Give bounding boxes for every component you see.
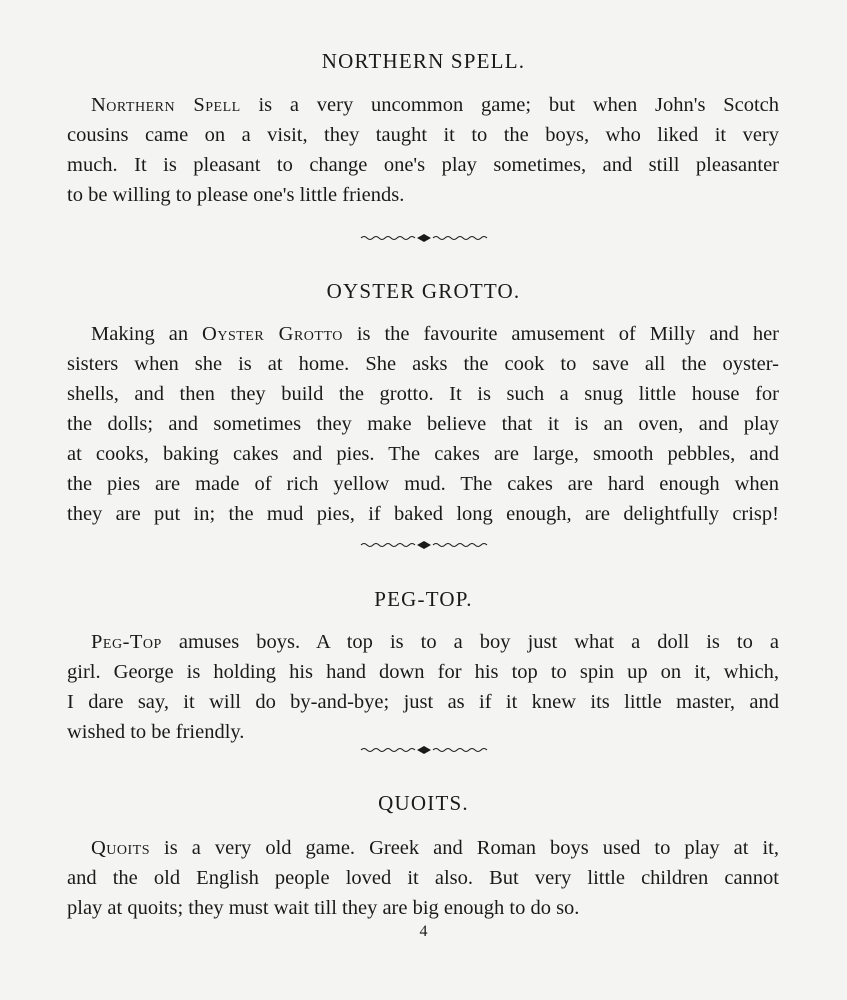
text-line: shells, and then they build the grotto. It is such a snug little house for [67, 383, 779, 405]
section-title-northern-spell: NORTHERN SPELL. [321, 49, 526, 73]
ornament-divider-icon [0, 538, 847, 552]
text-line: the pies are made of rich yellow mud. The cakes are hard enough when [67, 473, 779, 495]
text-line: I dare say, it will do by-and-bye; just as if it knew its little master, and [67, 691, 779, 713]
ornament-divider-icon [0, 743, 847, 757]
lead-term: Northern Spell [91, 94, 241, 116]
text-line: girl. George is holding his hand down for his top to spin up on it, which, [67, 661, 779, 683]
text-line: much. It is pleasant to change one's play sometimes, and still pleasanter [67, 154, 779, 176]
section-title-oyster-grotto: OYSTER GROTTO. [326, 279, 521, 303]
text-line: to be willing to please one's little friends. [67, 184, 405, 206]
text-line: play at quoits; they must wait till they are big enough to do so. [67, 897, 580, 919]
section-title-quoits: QUOITS. [378, 791, 469, 815]
text-line: wished to be friendly. [67, 721, 245, 743]
text-line: and the old English people loved it also. But very little children cannot [67, 867, 779, 889]
text-line: they are put in; the mud pies, if baked long enough, are delightfully crisp! [67, 503, 779, 525]
text-line: Making an Oyster Grotto is the favourite amusement of Milly and her [91, 323, 779, 345]
lead-term: Peg-Top [91, 631, 162, 653]
section-body-northern-spell [67, 90, 779, 210]
text-line: sisters when she is at home. She asks the cook to save all the oyster- [67, 353, 779, 375]
ornament-divider-icon [0, 231, 847, 245]
text-line: Northern Spell is a very uncommon game; but when John's Scotch [91, 94, 779, 116]
text-line: Quoits is a very old game. Greek and Roman boys used to play at it, [91, 837, 779, 859]
text-line: at cooks, baking cakes and pies. The cakes are large, smooth pebbles, and [67, 443, 779, 465]
text-line: the dolls; and sometimes they make believe that it is an oven, and play [67, 413, 779, 435]
text-line: cousins came on a visit, they taught it to the boys, who liked it very [67, 124, 779, 146]
lead-term: Quoits [91, 837, 151, 859]
section-title-peg-top: PEG-TOP. [374, 587, 473, 611]
section-body-peg-top [67, 627, 779, 747]
section-body-quoits [67, 833, 779, 923]
lead-term: Oyster Grotto [202, 323, 343, 345]
text-line: Peg-Top amuses boys. A top is to a boy just what a doll is to a [91, 631, 779, 653]
section-body-oyster-grotto [67, 319, 779, 529]
page-number: 4 [419, 923, 428, 940]
